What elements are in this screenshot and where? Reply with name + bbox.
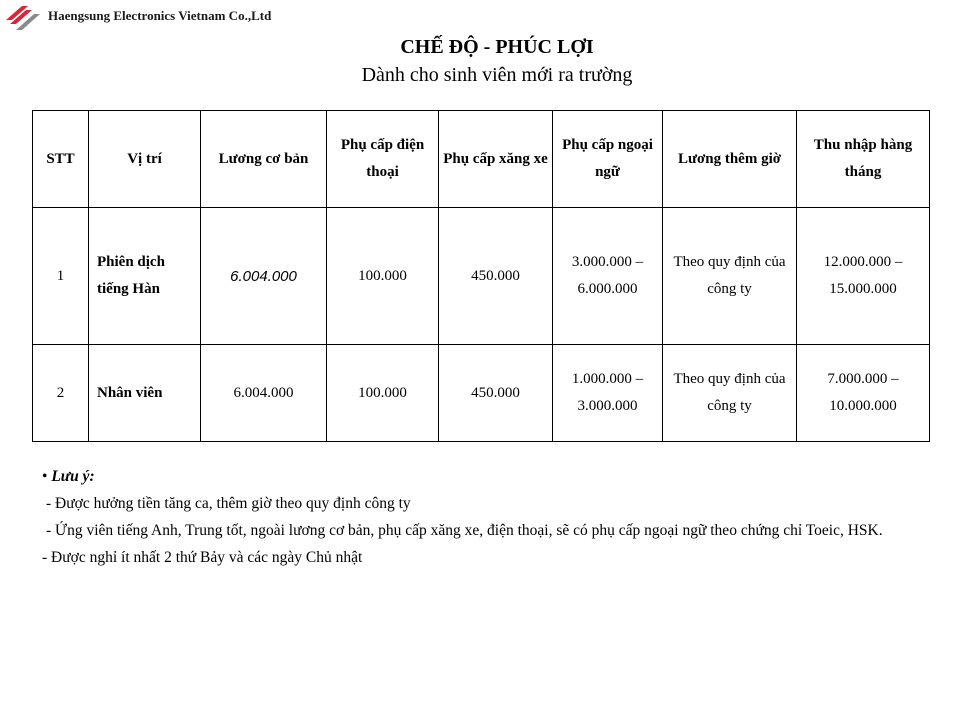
haengsung-logo-icon: [4, 4, 42, 34]
page-subtitle: Dành cho sinh viên mới ra trường: [361, 64, 633, 86]
table-cell-position: Phiên dịch tiếng Hàn: [89, 208, 201, 345]
table-header-row: [33, 111, 930, 208]
table-cell-base-salary: 6.004.000: [201, 345, 327, 442]
notes-section: [42, 463, 910, 571]
column-header: Lương thêm giờ: [663, 111, 797, 208]
column-header: Phụ cấp ngoại ngữ: [553, 111, 663, 208]
company-name: Haengsung Electronics Vietnam Co.,Ltd: [48, 8, 272, 23]
notes-heading: Lưu ý:: [51, 468, 95, 485]
table-cell-overtime: Theo quy định của công ty: [663, 345, 797, 442]
note-item: - Ứng viên tiếng Anh, Trung tốt, ngoài lương cơ bản, phụ cấp xăng xe, điện thoại, sẽ có phụ cấp ngoại ngữ theo chứng chỉ Toeic, HSK.: [46, 522, 883, 539]
column-header: Thu nhập hàng tháng: [797, 111, 930, 208]
column-header: Lương cơ bản: [201, 111, 327, 208]
table-cell-monthly-income: 7.000.000 – 10.000.000: [797, 345, 930, 442]
table-cell-language-allowance: 1.000.000 – 3.000.000: [553, 345, 663, 442]
column-header: Phụ cấp xăng xe: [439, 111, 553, 208]
table-cell-stt: 1: [33, 208, 89, 345]
column-header: Phụ cấp điện thoại: [327, 111, 439, 208]
column-header: STT: [33, 111, 89, 208]
notes-heading-line: [42, 463, 910, 490]
table-cell-base-salary: 6.004.000: [201, 208, 327, 345]
note-item: - Được hưởng tiền tăng ca, thêm giờ theo quy định công ty: [46, 495, 411, 512]
table-cell-monthly-income: 12.000.000 – 15.000.000: [797, 208, 930, 345]
table-cell-phone-allowance: 100.000: [327, 345, 439, 442]
table-cell-stt: 2: [33, 345, 89, 442]
benefits-table: [32, 110, 930, 442]
page-title: CHẾ ĐỘ - PHÚC LỢI: [400, 36, 594, 58]
column-header: Vị trí: [89, 111, 201, 208]
table-row: [33, 345, 930, 442]
table-cell-language-allowance: 3.000.000 – 6.000.000: [553, 208, 663, 345]
table-cell-fuel-allowance: 450.000: [439, 345, 553, 442]
table-cell-overtime: Theo quy định của công ty: [663, 208, 797, 345]
table-cell-phone-allowance: 100.000: [327, 208, 439, 345]
table-row: [33, 208, 930, 345]
note-item: - Được nghỉ ít nhất 2 thứ Bảy và các ngày Chủ nhật: [42, 549, 363, 566]
table-cell-fuel-allowance: 450.000: [439, 208, 553, 345]
table-cell-position: Nhân viên: [89, 345, 201, 442]
bullet-icon: •: [42, 468, 48, 485]
